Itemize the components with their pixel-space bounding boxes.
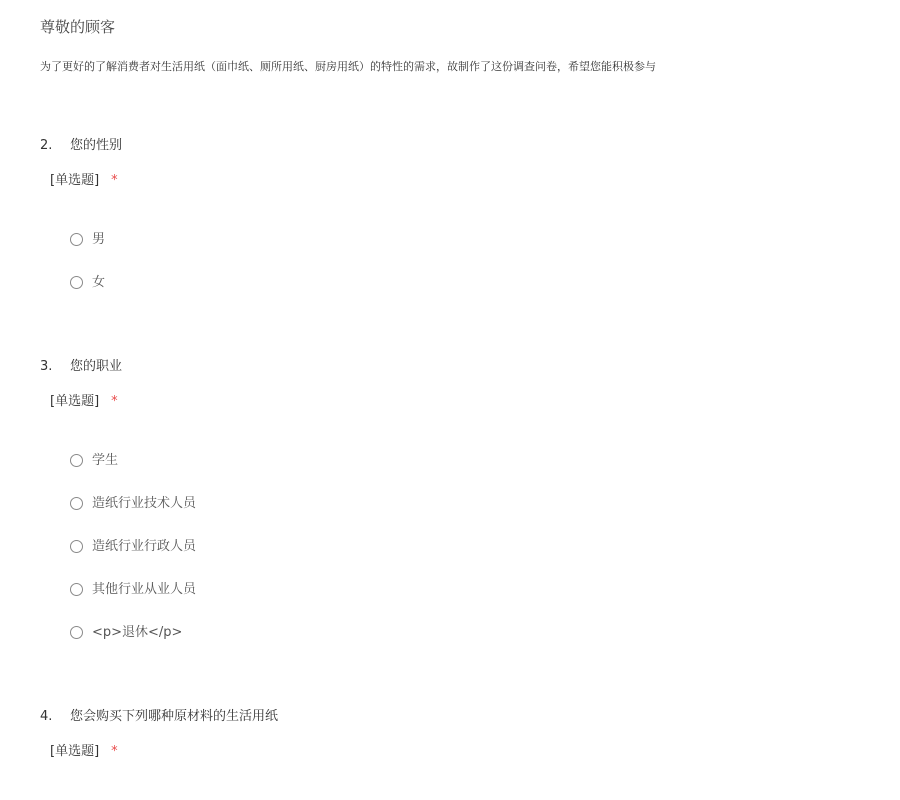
option-label: 其他行业从业人员 (92, 582, 197, 597)
option-paper-technical[interactable] (70, 494, 196, 514)
radio-icon[interactable] (70, 626, 83, 639)
option-student[interactable] (70, 451, 196, 471)
option-label: 学生 (92, 453, 119, 468)
question-number: 2. (40, 138, 53, 153)
question-occupation (40, 357, 196, 666)
required-marker: * (111, 173, 118, 188)
required-marker: * (111, 744, 118, 759)
option-list (70, 451, 196, 643)
question-type-label: [单选题] (50, 394, 100, 409)
question-type-label: [单选题] (50, 744, 100, 759)
question-number: 4. (40, 709, 53, 724)
radio-icon[interactable] (70, 497, 83, 510)
required-marker: * (111, 394, 118, 409)
option-label: 男 (92, 232, 106, 247)
option-paper-admin[interactable] (70, 537, 196, 557)
question-material (40, 707, 278, 762)
option-other-industry[interactable] (70, 580, 196, 600)
radio-icon[interactable] (70, 540, 83, 553)
option-male[interactable] (70, 230, 122, 250)
question-text: 您的职业 (70, 359, 123, 374)
radio-icon[interactable] (70, 233, 83, 246)
question-type (50, 742, 278, 762)
option-female[interactable] (70, 273, 122, 293)
option-label: 女 (92, 275, 106, 290)
question-title (40, 707, 278, 727)
option-label: 造纸行业行政人员 (92, 539, 197, 554)
question-number: 3. (40, 359, 53, 374)
survey-intro: 为了更好的了解消费者对生活用纸（面巾纸、厕所用纸、厨房用纸）的特性的需求，故制作了这份调查问卷，希望您能积极参与 (40, 60, 656, 73)
option-list (70, 230, 122, 293)
question-text: 您的性别 (70, 138, 123, 153)
question-title (40, 136, 122, 156)
question-gender (40, 136, 122, 316)
survey-greeting: 尊敬的顾客 (40, 18, 116, 36)
question-type (50, 392, 196, 412)
question-title (40, 357, 196, 377)
option-label: <p>退休</p> (92, 625, 183, 640)
radio-icon[interactable] (70, 583, 83, 596)
question-type-label: [单选题] (50, 173, 100, 188)
question-type (50, 171, 122, 191)
radio-icon[interactable] (70, 454, 83, 467)
radio-icon[interactable] (70, 276, 83, 289)
option-label: 造纸行业技术人员 (92, 496, 197, 511)
option-retired[interactable] (70, 623, 196, 643)
question-text: 您会购买下列哪种原材料的生活用纸 (70, 709, 279, 724)
